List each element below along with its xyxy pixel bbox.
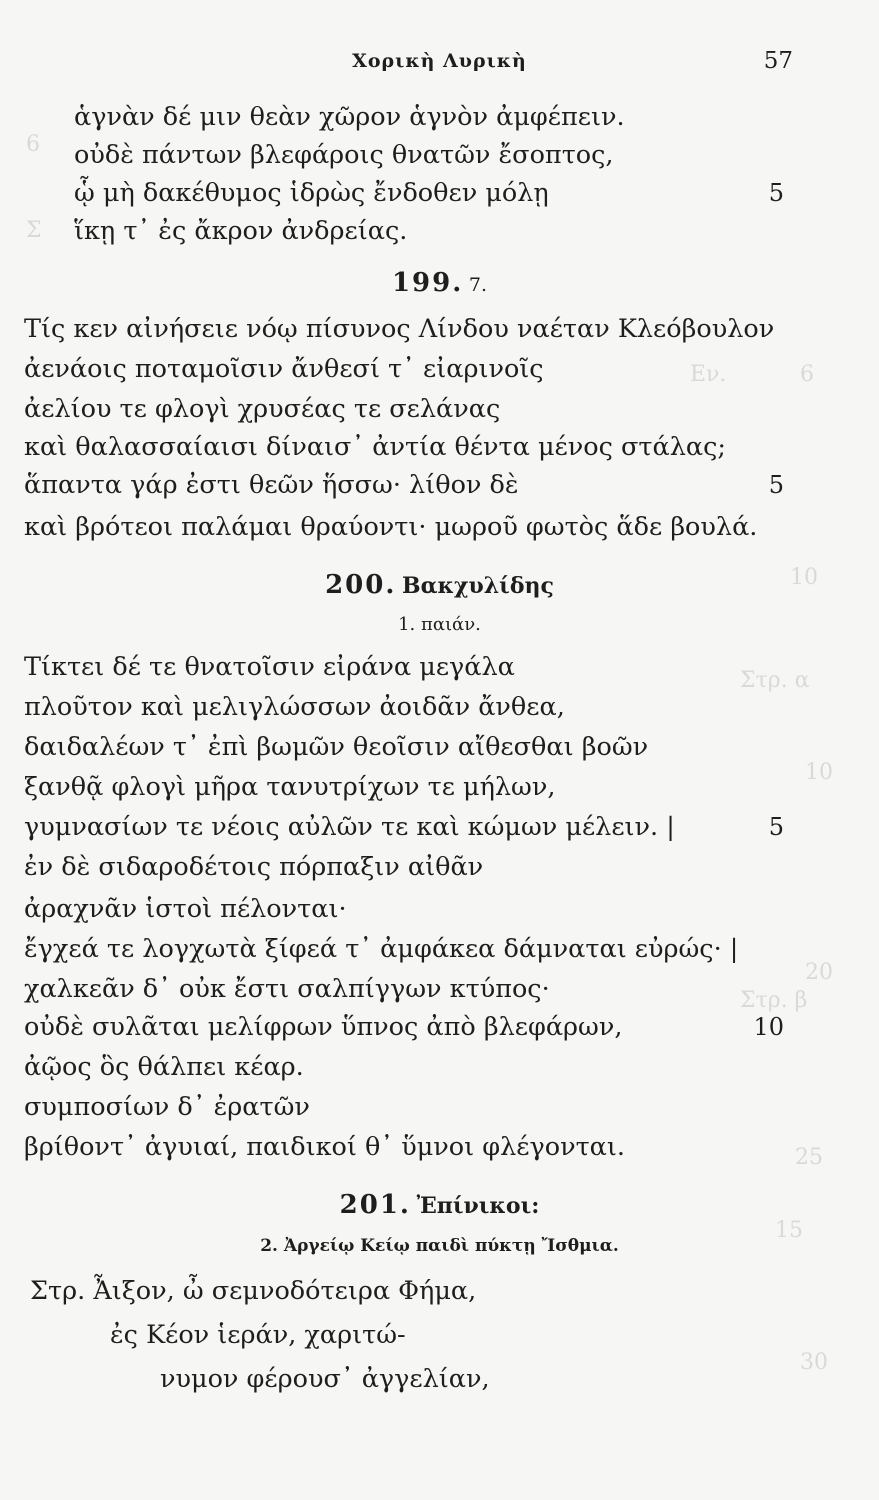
- verse-text: ξανθᾷ φλογὶ μῆρα τανυτρίχων τε μήλων,: [24, 772, 556, 802]
- verse-line: [0, 1088, 879, 1126]
- verse-line: [0, 1316, 879, 1354]
- section-title: Βακχυλίδης: [402, 573, 554, 599]
- verse-text: Στρ. Ἆιξον, ὦ σεμνοδότειρα Φήμα,: [30, 1276, 477, 1306]
- verse-line: [0, 808, 879, 846]
- verse-text: ᾧ μὴ δακέθυμος ἱδρὼς ἔνδοθεν μόλῃ: [74, 178, 549, 208]
- verse-line: [0, 1272, 879, 1310]
- verse-text: ἐς Κέον ἱεράν, χαριτώ-: [110, 1320, 406, 1350]
- verse-text: ἵκῃ τ᾽ ἐς ἄκρον ἀνδρείας.: [74, 216, 408, 246]
- section-heading-200: [0, 570, 879, 600]
- verse-text: καὶ θαλασσαίαισι δίναισ᾽ ἀντία θέντα μένος στάλας;: [24, 432, 726, 462]
- verse-line: [0, 212, 879, 250]
- verse-line: [0, 466, 879, 504]
- verse-text: χαλκεᾶν δ᾽ οὐκ ἔστι σαλπίγγων κτύπος·: [24, 974, 550, 1004]
- verse-text: γυμνασίων τε νέοις αὐλῶν τε καὶ κώμων μέλειν. |: [24, 812, 675, 842]
- book-page: 6 Σ Εν. 6 10 Στρ. α 10 20 Στρ. β 25 15 30 Χορικὴ Λυρικὴ 57 ἁγνὰν δέ μιν θεὰν χῶρον ἁγνὸν ἀμφέπειν. οὐδὲ πάντων βλεφάροις θνατῶν ἔσοπτος, ᾧ μὴ δακέθυμος ἱδρὼς ἔνδοθεν μόλῃ 5 ἵκῃ τ᾽ ἐς ἄκρον ἀνδρείας. 199. 7. Τίς κεν αἰνήσειε νόῳ πίσυνος Λίνδου ναέταν Κλεόβουλον ἀενάοις ποταμοῖσιν ἄνθεσί τ᾽ εἰαρινοῖς ἀελίου τε φλογὶ χρυσέας τε σελάνας καὶ θαλασσαίαισι δίναισ᾽ ἀντία θέντα μένος στάλας; ἅπαντα γάρ ἐστι θεῶν ἥσσω· λίθον δὲ 5 καὶ βρότεοι παλάμαι θραύοντι· μωροῦ φωτὸς ἅδε βουλά. 200. Βακχυλίδης 1. παιάν. Τίκτει δέ τε θνατοῖσιν εἰράνα μεγάλα πλοῦτον καὶ μελιγλώσσων ἀοιδᾶν ἄνθεα, δαιδαλέων τ᾽ ἐπὶ βωμῶν θεοῖσιν αἴθεσθαι βοῶν ξανθᾷ φλογὶ μῆρα τανυτρίχων τε μήλων, γυμνασίων τε νέοις αὐλῶν τε καὶ κώμων μέλειν. | 5 ἐν δὲ σιδαροδέτοις πόρπαξιν αἰθᾶν ἀραχνᾶν ἱστοὶ πέλονται· ἔγχεά τε λογχωτὰ ξίφεά τ᾽ ἀμφάκεα δάμναται εὐρώς· | χαλκεᾶν δ᾽ οὐκ ἔστι σαλπίγγων κτύπος· οὐδὲ συλᾶται μελίφρων ὕπνος ἀπὸ βλεφάρων, 10 ἀῷος ὃς θάλπει κέαρ. συμποσίων δ᾽ ἐρατῶν βρίθοντ᾽ ἀγυιαί, παιδικοί θ᾽ ὕμνοι φλέγονται. 201. Ἐπίνικοι: 2. Ἀργείῳ Κείῳ παιδὶ πύκτῃ Ἴσθμια. Στρ. Ἆιξον, ὦ σεμνοδότειρα Φήμα, ἐς Κέον ἱεράν, χαριτώ- νυμον φέρουσ᾽ ἀγγελίαν,: [0, 0, 879, 1500]
- verse-line: [0, 848, 879, 886]
- verse-line: [0, 136, 879, 174]
- line-number: 10: [753, 1013, 784, 1041]
- verse-text: καὶ βρότεοι παλάμαι θραύοντι· μωροῦ φωτὸς ἅδε βουλά.: [24, 512, 758, 542]
- verse-text: Τίς κεν αἰνήσειε νόῳ πίσυνος Λίνδου ναέταν Κλεόβουλον: [24, 314, 775, 344]
- verse-line: [0, 688, 879, 726]
- verse-line: [0, 930, 879, 968]
- line-number: 5: [768, 813, 784, 841]
- verse-line: [0, 508, 879, 546]
- verse-text: οὐδὲ πάντων βλεφάροις θνατῶν ἔσοπτος,: [74, 140, 614, 170]
- verse-line: [0, 310, 879, 348]
- verse-text: Τίκτει δέ τε θνατοῖσιν εἰράνα μεγάλα: [24, 652, 515, 682]
- section-number: 200.: [325, 570, 397, 600]
- verse-text: βρίθοντ᾽ ἀγυιαί, παιδικοί θ᾽ ὕμνοι φλέγονται.: [24, 1132, 626, 1162]
- verse-text: νυμον φέρουσ᾽ ἀγγελίαν,: [160, 1364, 490, 1394]
- verse-line: [0, 390, 879, 428]
- verse-text: ἐν δὲ σιδαροδέτοις πόρπαξιν αἰθᾶν: [24, 852, 484, 882]
- verse-text: ἔγχεά τε λογχωτὰ ξίφεά τ᾽ ἀμφάκεα δάμναται εὐρώς· |: [24, 934, 739, 964]
- verse-line: [0, 174, 879, 212]
- section-subtitle: 2. Ἀργείῳ Κείῳ παιδὶ πύκτῃ Ἴσθμια.: [260, 1236, 619, 1256]
- verse-text: ἀραχνᾶν ἱστοὶ πέλονται·: [24, 894, 347, 924]
- running-title: Χορικὴ Λυρικὴ: [352, 50, 527, 72]
- verse-line: [0, 1048, 879, 1086]
- section-heading-199: [0, 268, 879, 298]
- section-subtitle: 1. παιάν.: [398, 614, 481, 635]
- verse-text: ἁγνὰν δέ μιν θεὰν χῶρον ἁγνὸν ἀμφέπειν.: [74, 102, 625, 132]
- verse-line: [0, 1360, 879, 1398]
- verse-line: [0, 1128, 879, 1166]
- page-header: [0, 46, 879, 76]
- verse-text: ἀελίου τε φλογὶ χρυσέας τε σελάνας: [24, 394, 501, 424]
- verse-text: δαιδαλέων τ᾽ ἐπὶ βωμῶν θεοῖσιν αἴθεσθαι βοῶν: [24, 732, 649, 762]
- verse-text: ἀῷος ὃς θάλπει κέαρ.: [24, 1052, 304, 1082]
- verse-line: [0, 1008, 879, 1046]
- verse-line: [0, 648, 879, 686]
- section-number: 199.: [391, 268, 464, 298]
- verse-line: [0, 768, 879, 806]
- verse-line: [0, 428, 879, 466]
- verse-text: ἀενάοις ποταμοῖσιν ἄνθεσί τ᾽ εἰαρινοῖς: [24, 354, 544, 384]
- verse-line: [0, 350, 879, 388]
- verse-text: ἅπαντα γάρ ἐστι θεῶν ἥσσω· λίθον δὲ: [24, 470, 519, 500]
- verse-text: συμποσίων δ᾽ ἐρατῶν: [24, 1092, 310, 1122]
- section-label: 7.: [468, 274, 488, 296]
- verse-line: [0, 890, 879, 928]
- verse-line: [0, 98, 879, 136]
- verse-line: [0, 970, 879, 1008]
- line-number: 5: [768, 471, 784, 499]
- section-heading-201: [0, 1190, 879, 1220]
- verse-text: πλοῦτον καὶ μελιγλώσσων ἀοιδᾶν ἄνθεα,: [24, 692, 565, 722]
- verse-line: [0, 728, 879, 766]
- line-number: 5: [768, 179, 784, 207]
- verse-text: οὐδὲ συλᾶται μελίφρων ὕπνος ἀπὸ βλεφάρων,: [24, 1012, 623, 1042]
- section-number: 201.: [339, 1190, 411, 1220]
- page-number: 57: [763, 48, 793, 74]
- section-title: Ἐπίνικοι:: [416, 1193, 540, 1219]
